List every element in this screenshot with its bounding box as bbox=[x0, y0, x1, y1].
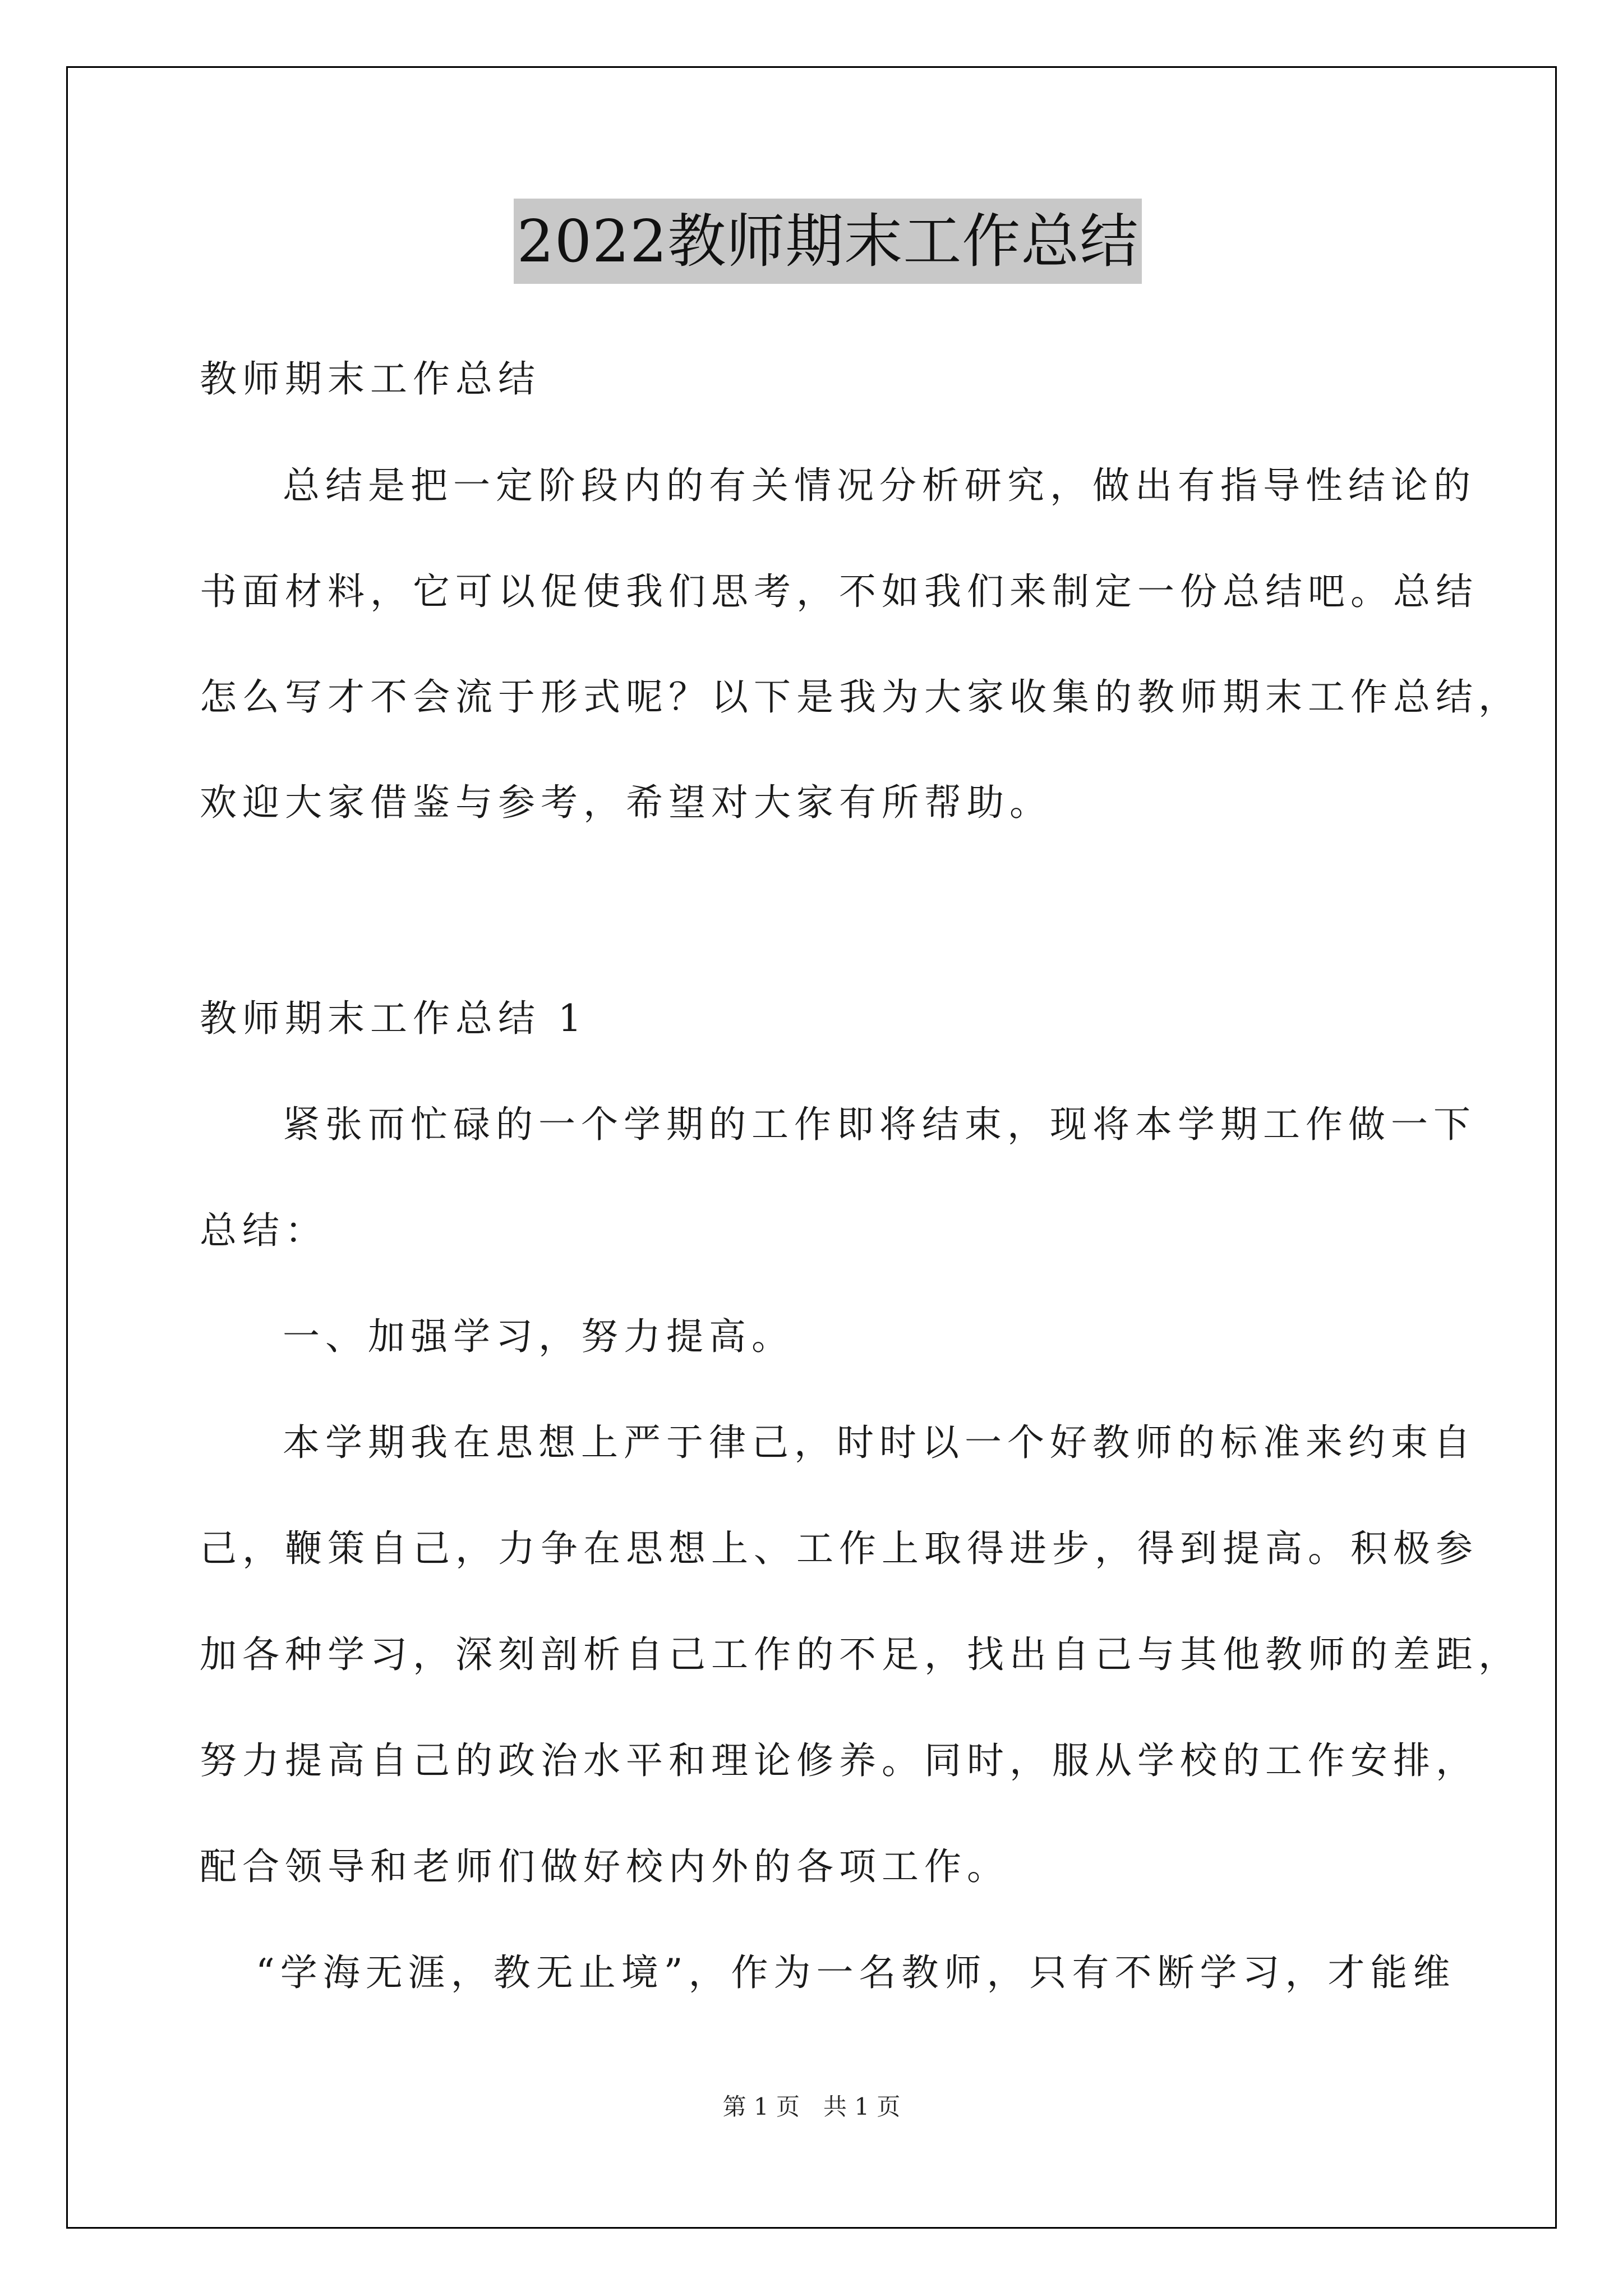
paragraph-line: 总结： bbox=[200, 1209, 328, 1252]
document-title: 2022教师期末工作总结 bbox=[514, 199, 1142, 284]
paragraph-line: 总结是把一定阶段内的有关情况分析研究，做出有指导性结论的 bbox=[283, 464, 1476, 507]
paragraph-line: 配合领导和老师们做好校内外的各项工作。 bbox=[200, 1845, 1009, 1888]
paragraph-line: 欢迎大家借鉴与参考，希望对大家有所帮助。 bbox=[200, 781, 1052, 824]
paragraph-line: “学海无涯，教无止境”，作为一名教师，只有不断学习，才能维 bbox=[256, 1951, 1456, 1994]
paragraph-line: 努力提高自己的政治水平和理论修养。同时，服从学校的工作安排， bbox=[200, 1739, 1478, 1782]
paragraph-line: 己，鞭策自己，力争在思想上、工作上取得进步，得到提高。积极参 bbox=[200, 1527, 1478, 1570]
paragraph-line: 怎么写才不会流于形式呢？以下是我为大家收集的教师期末工作总结， bbox=[200, 675, 1521, 719]
paragraph-line: 本学期我在思想上严于律己，时时以一个好教师的标准来约束自 bbox=[283, 1421, 1476, 1464]
subtitle: 教师期末工作总结 bbox=[200, 357, 541, 401]
title-wrap bbox=[200, 199, 1456, 284]
section-heading: 教师期末工作总结 1 bbox=[200, 997, 587, 1040]
subsection-heading: 一、加强学习，努力提高。 bbox=[283, 1315, 794, 1358]
paragraph-line: 紧张而忙碌的一个学期的工作即将结束，现将本学期工作做一下 bbox=[283, 1103, 1476, 1146]
paragraph-line: 书面材料，它可以促使我们思考，不如我们来制定一份总结吧。总结 bbox=[200, 570, 1478, 613]
paragraph-line: 加各种学习，深刻剖析自己工作的不足，找出自己与其他教师的差距， bbox=[200, 1633, 1521, 1676]
page-footer: 第 1 页 共 1 页 bbox=[722, 2093, 901, 2120]
